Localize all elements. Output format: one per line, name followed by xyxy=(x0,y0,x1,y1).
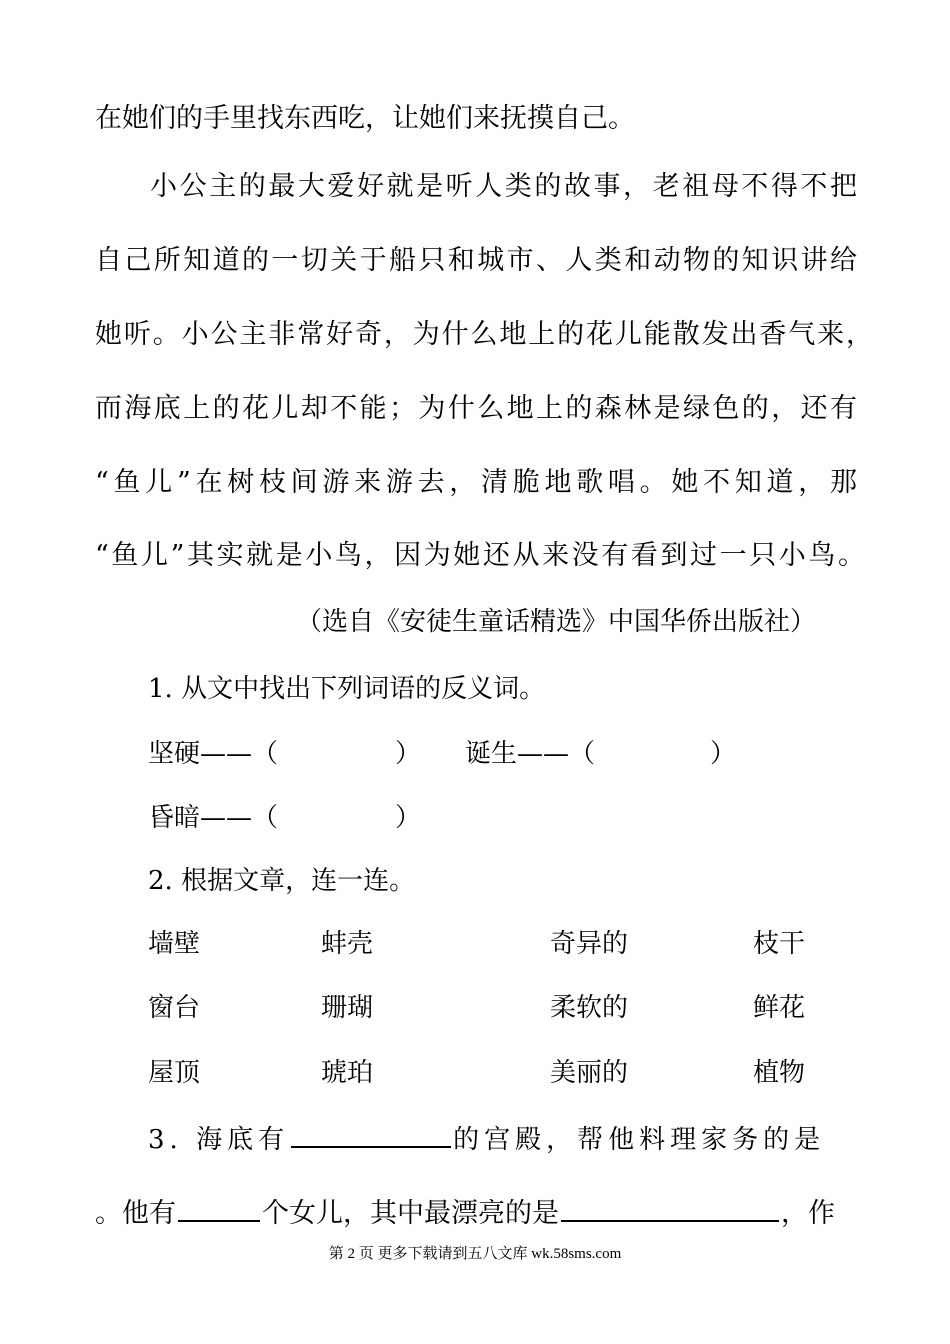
passage-line-5-text: 而海底上的花儿却不能；为什么地上的森林是绿色的，还有 xyxy=(95,393,857,424)
q3-blank-palace[interactable] xyxy=(291,1120,451,1148)
q3-text-part1: 3. 海底有 xyxy=(148,1125,290,1155)
passage-line-4-text: 她听。小公主非常好奇，为什么地上的花儿能散发出香气来， xyxy=(95,319,873,350)
q2-col2-item: 琥珀 xyxy=(321,1058,374,1088)
q2-col4-item: 植物 xyxy=(753,1058,806,1088)
q1-item-jianying: 坚硬——（ xyxy=(148,739,279,769)
question-3-line-1 xyxy=(148,1120,863,1157)
passage-line-4 xyxy=(95,318,873,352)
passage-line-2 xyxy=(150,170,857,204)
q2-col3-item: 奇异的 xyxy=(550,929,629,959)
passage-line-6-text: “鱼儿”在树枝间游来游去，清脆地歌唱。她不知道，那 xyxy=(95,467,857,498)
q2-col2-item: 蚌壳 xyxy=(321,929,374,959)
source-citation: （选自《安徒生童话精选》中国华侨出版社） xyxy=(296,607,817,637)
q2-col3-item: 柔软的 xyxy=(550,993,629,1023)
page-footer: 第 2 页 更多下载请到五八文库 wk.58sms.com xyxy=(328,1246,622,1262)
q3-blank-count[interactable] xyxy=(178,1194,260,1222)
q1-item-dansheng: 诞生——（ xyxy=(465,739,596,769)
q3-text-part5: ，作 xyxy=(781,1198,835,1229)
q1-item-hunan-close: ） xyxy=(395,803,422,833)
q2-col1-item: 墙壁 xyxy=(148,929,201,959)
question-2-title: 2. 根据文章，连一连。 xyxy=(148,866,416,896)
q2-col4-item: 枝干 xyxy=(753,929,806,959)
q2-col2-item: 珊瑚 xyxy=(321,993,374,1023)
passage-line-3-text: 自己所知道的一切关于船只和城市、人类和动物的知识讲给 xyxy=(95,245,857,276)
question-3-line-2 xyxy=(95,1194,865,1231)
passage-line-5 xyxy=(95,392,865,426)
q2-col1-item: 屋顶 xyxy=(148,1058,201,1088)
passage-line-6 xyxy=(95,466,865,500)
q1-item-dansheng-close: ） xyxy=(710,739,737,769)
passage-line-7 xyxy=(95,539,865,573)
q3-text-part2: 的宫殿，帮他料理家务的是 xyxy=(453,1125,826,1155)
passage-line-3 xyxy=(95,244,865,278)
passage-line-1: 在她们的手里找东西吃，让她们来抚摸自己。 xyxy=(95,103,635,134)
q2-col3-item: 美丽的 xyxy=(550,1058,629,1088)
question-1-title: 1. 从文中找出下列词语的反义词。 xyxy=(148,674,546,704)
passage-line-7-text: “鱼儿”其实就是小鸟，因为她还从来没有看到过一只小鸟。 xyxy=(95,540,865,571)
q2-col1-item: 窗台 xyxy=(148,993,201,1023)
q3-text-part3: 。他有 xyxy=(95,1198,176,1229)
q3-text-part4: 个女儿，其中最漂亮的是 xyxy=(262,1198,559,1229)
q1-item-hunan: 昏暗——（ xyxy=(148,803,279,833)
q3-blank-name[interactable] xyxy=(561,1194,779,1222)
q2-col4-item: 鲜花 xyxy=(753,993,806,1023)
passage-line-2-text: 小公主的最大爱好就是听人类的故事，老祖母不得不把 xyxy=(150,171,857,202)
q1-item-jianying-close: ） xyxy=(395,739,422,769)
